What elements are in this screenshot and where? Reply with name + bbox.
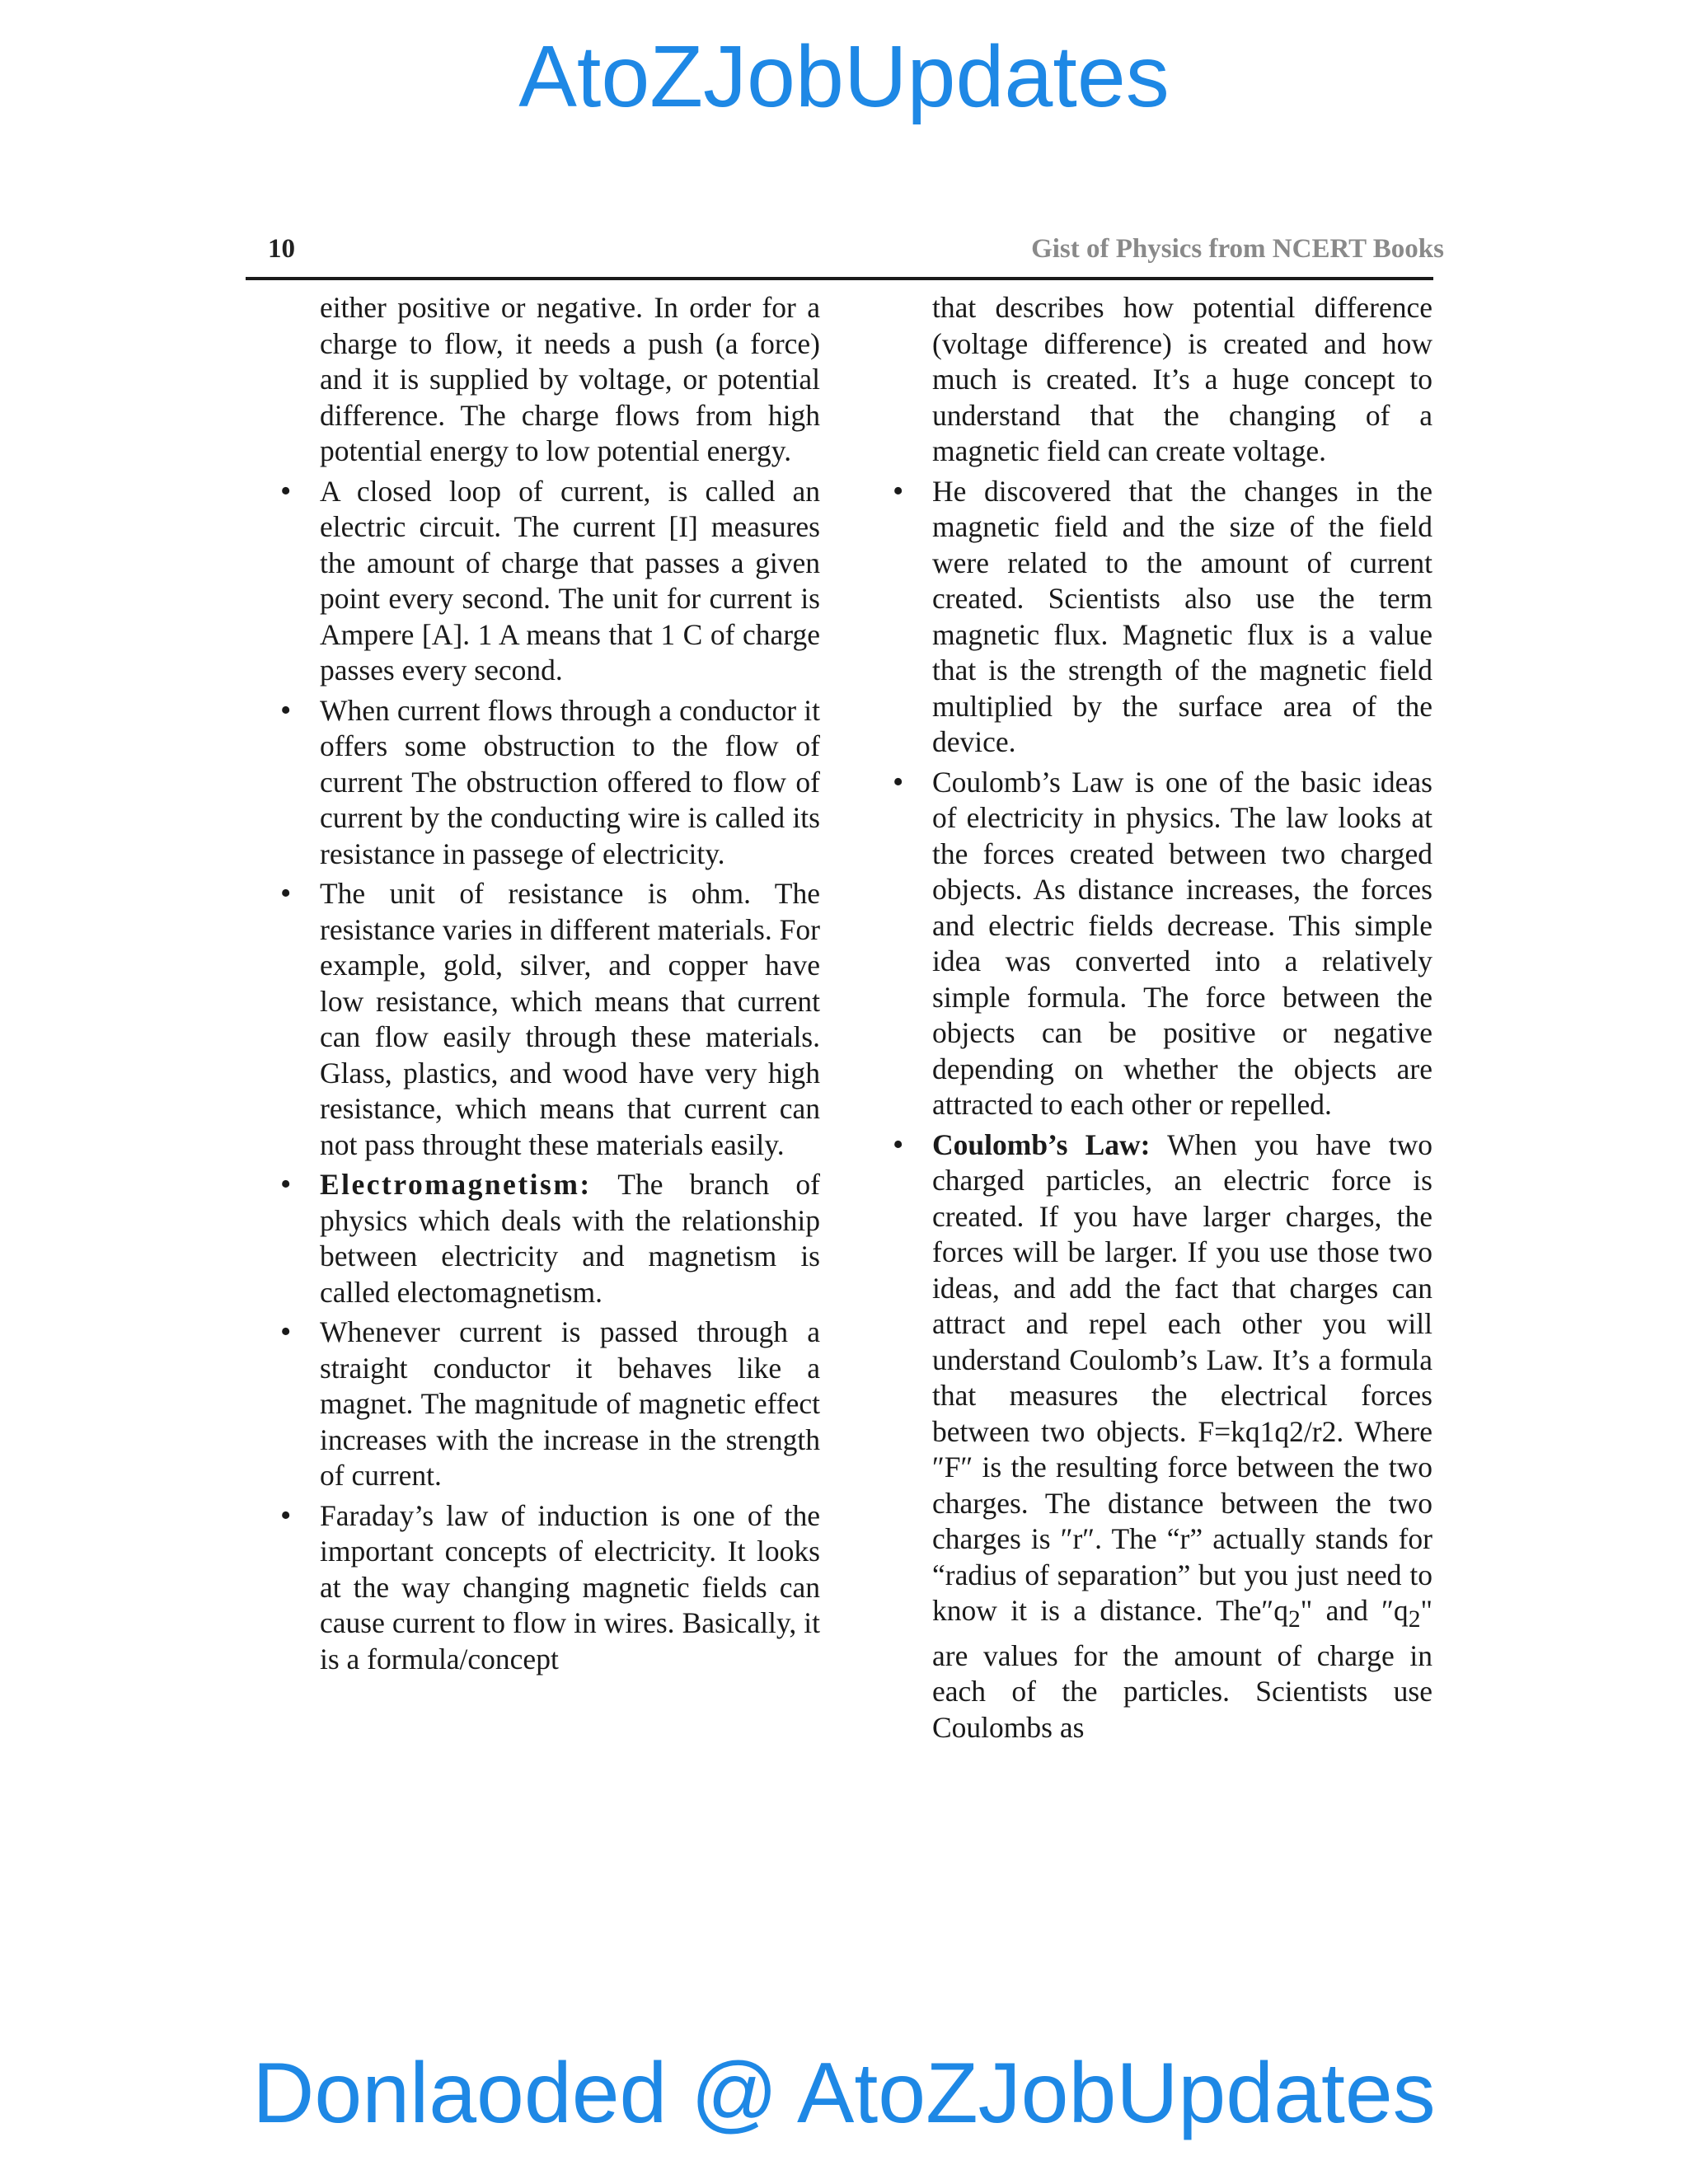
subscript: 2 — [1408, 1606, 1421, 1633]
paragraph-text: " and ″q — [1300, 1594, 1409, 1627]
bullet-paragraph: • Faraday’s law of induction is one of the important concepts of electricity. It looks at the way changing magnetic fields can cause current to flow in wires. Basically, it is a formula/concept — [320, 1498, 820, 1678]
bullet-paragraph: • He discovered that the changes in the magnetic field and the size of the field were related to the amount of current created. Scientists also use the term magnetic flux. Magnetic flux is a value that is the strength of the magnetic field multiplied by the surface area of the device. — [932, 474, 1432, 761]
paragraph-text: The branch of physics which deals with the relationship between electricity and magnetism is called electomagnetism. — [320, 1168, 820, 1309]
bullet-paragraph — [932, 1127, 1432, 1746]
bullet-paragraph: • When current flows through a conductor it offers some obstruction to the flow of current The obstruction offered to flow of current by the conducting wire is called its resistance in passege of electricity. — [320, 693, 820, 873]
right-column — [932, 290, 1432, 1750]
paragraph-text: When you have two charged particles, an electric force is created. If you have larger charges, the forces will be larger. If you use those two ideas, and add the fact that charges can attract and repel each other you will understand Coulomb’s Law. It’s a formula that measures the electrical forces between two objects. F=kq1q2/r2. Where ″F″ is the resulting force between the two charges. The distance between the two charges is ″r″. The “r” actually stands for “radius of separation” but you just need to know it is a distance. The″q — [932, 1127, 1432, 1627]
bullet-paragraph: • A closed loop of current, is called an electric circuit. The current [I] measures the amount of charge that passes a given point every second. The unit for current is Ampere [A]. 1 A means that 1 C of charge passes every second. — [320, 474, 820, 689]
bullet-paragraph: • Whenever current is passed through a straight conductor it behaves like a magnet. The magnitude of magnetic effect increases with the increase in the strength of current. — [320, 1315, 820, 1494]
bullet-paragraph: • The unit of resistance is ohm. The resistance varies in different materials. For example, gold, silver, and copper have low resistance, which means that current can flow easily through these materials. Glass, plastics, and wood have very high resistance, which means that current can not pass throught these materials easily. — [320, 876, 820, 1163]
watermark-top: AtoZJobUpdates — [518, 28, 1170, 125]
watermark-bottom: Donlaoded @ AtoZJobUpdates — [252, 2046, 1436, 2141]
book-title: Gist of Physics from NCERT Books — [1031, 234, 1444, 264]
header-rule — [246, 277, 1433, 280]
paragraph-text: " are values for the amount of charge in each of the particles. Scientists use Coulombs as — [932, 1594, 1432, 1744]
term-coulombs-law: Coulomb’s Law: — [932, 1127, 1151, 1161]
bullet-paragraph — [320, 1167, 820, 1310]
subscript: 2 — [1287, 1606, 1301, 1633]
paragraph: either positive or negative. In order for a charge to flow, it needs a push (a force) and it is supplied by voltage, or potential difference. The charge flows from high potential energy to low potential energy. — [320, 291, 820, 467]
term-electromagnetism: Electromagnetism: — [320, 1168, 592, 1201]
bullet-paragraph: • Coulomb’s Law is one of the basic ideas of electricity in physics. The law looks at the forces created between two charged objects. As distance increases, the forces and electric fields decrease. This simple idea was converted into a relatively simple formula. The force between the objects can be positive or negative depending on whether the objects are attracted to each other or repelled. — [932, 765, 1432, 1123]
page-number: 10 — [268, 234, 295, 264]
paragraph: that describes how potential difference (voltage difference) is created and how much is created. It’s a huge concept to understand that the changing of a magnetic field can create voltage. — [932, 291, 1432, 467]
left-column — [320, 290, 820, 1681]
